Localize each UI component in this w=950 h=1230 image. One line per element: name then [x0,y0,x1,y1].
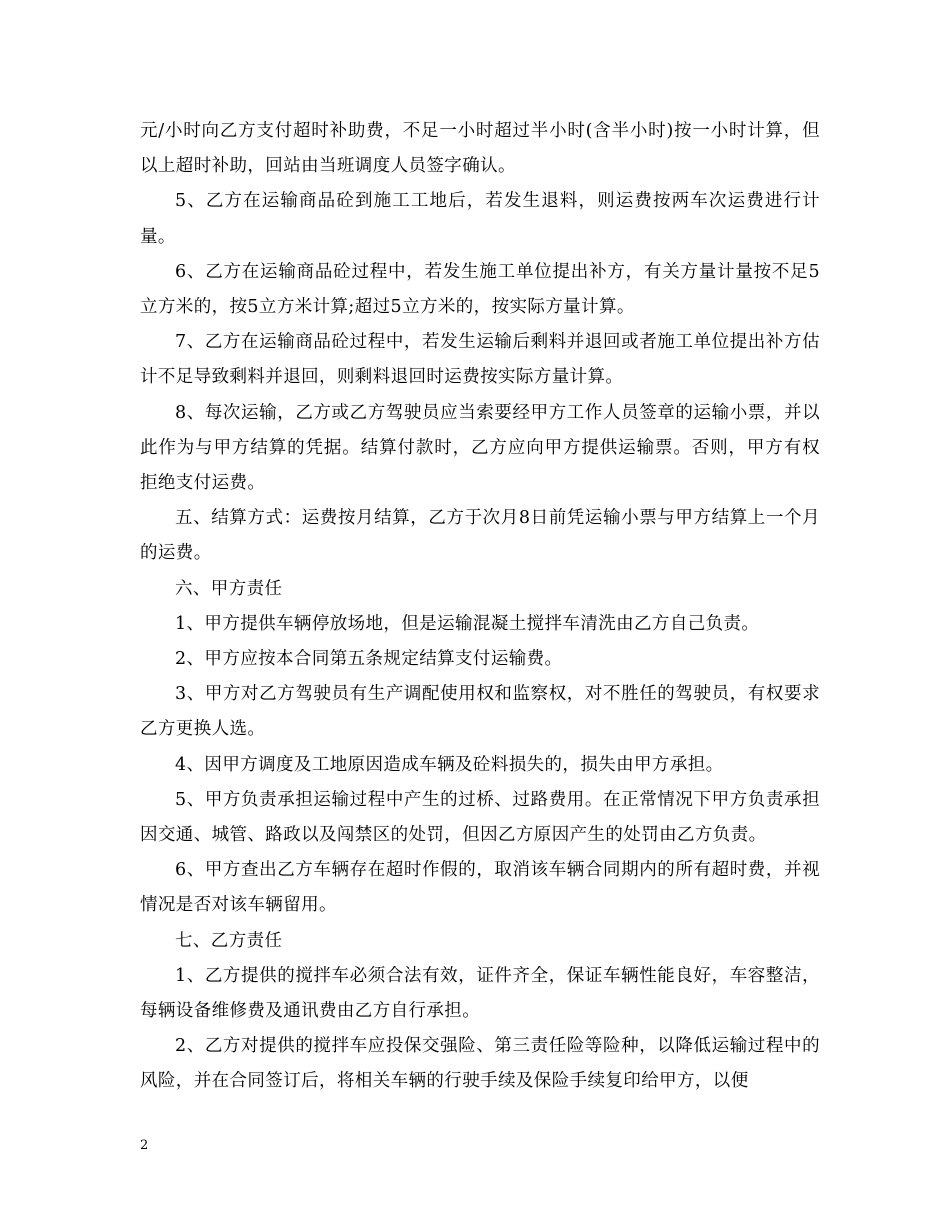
paragraph-3: 6、乙方在运输商品砼过程中，若发生施工单位提出补方，有关方量计量按不足5立方米的，按5立方米计算;超过5立方米的，按实际方量计算。 [140,261,820,318]
paragraph-15: 1、乙方提供的搅拌车必须合法有效，证件齐全，保证车辆性能良好，车容整洁，每辆设备维修费及通讯费由乙方自行承担。 [140,965,820,1022]
paragraph-4: 7、乙方在运输商品砼过程中，若发生运输后剩料并退回或者施工单位提出补方估计不足导致剩料并退回，则剩料退回时运费按实际方量计算。 [140,332,820,388]
paragraph-6: 五、结算方式：运费按月结算，乙方于次月8日前凭运输小票与甲方结算上一个月的运费。 [140,508,820,564]
paragraph-9: 2、甲方应按本合同第五条规定结算支付运输费。 [175,649,563,670]
paragraph-8: 1、甲方提供车辆停放场地，但是运输混凝土搅拌车清洗由乙方自己负责。 [175,613,760,634]
paragraph-16: 2、乙方对提供的搅拌车应投保交强险、第三责任险等险种，以降低运输过程中的风险，并在合同签订后，将相关车辆的行驶手续及保险手续复印给甲方，以便 [140,1036,820,1092]
paragraph-10: 3、甲方对乙方驾驶员有生产调配使用权和监察权，对不胜任的驾驶员，有权要求乙方更换人选。 [140,684,820,740]
section-heading-party-b: 七、乙方责任 [175,930,283,951]
paragraph-12: 5、甲方负责承担运输过程中产生的过桥、过路费用。在正常情况下甲方负责承担因交通、城管、路政以及闯禁区的处罚，但因乙方原因产生的处罚由乙方负责。 [140,789,820,846]
paragraph-1: 元/小时向乙方支付超时补助费，不足一小时超过半小时(含半小时)按一小时计算，但以上超时补助，回站由当班调度人员签字确认。 [140,121,820,177]
paragraph-11: 4、因甲方调度及工地原因造成车辆及砼料损失的，损失由甲方承担。 [175,754,724,775]
paragraph-13: 6、甲方查出乙方车辆存在超时作假的，取消该车辆合同期内的所有超时费，并视情况是否对该车辆留用。 [140,860,820,916]
paragraph-2: 5、乙方在运输商品砼到施工工地后，若发生退料，则运费按两车次运费进行计量。 [140,191,820,247]
page-number: 2 [140,1138,149,1153]
paragraph-5: 8、每次运输，乙方或乙方驾驶员应当索要经甲方工作人员签章的运输小票，并以此作为与甲方结算的凭据。结算付款时，乙方应向甲方提供运输票。否则，甲方有权拒绝支付运费。 [140,402,820,494]
document-body [140,114,820,1100]
section-heading-party-a: 六、甲方责任 [175,578,283,599]
